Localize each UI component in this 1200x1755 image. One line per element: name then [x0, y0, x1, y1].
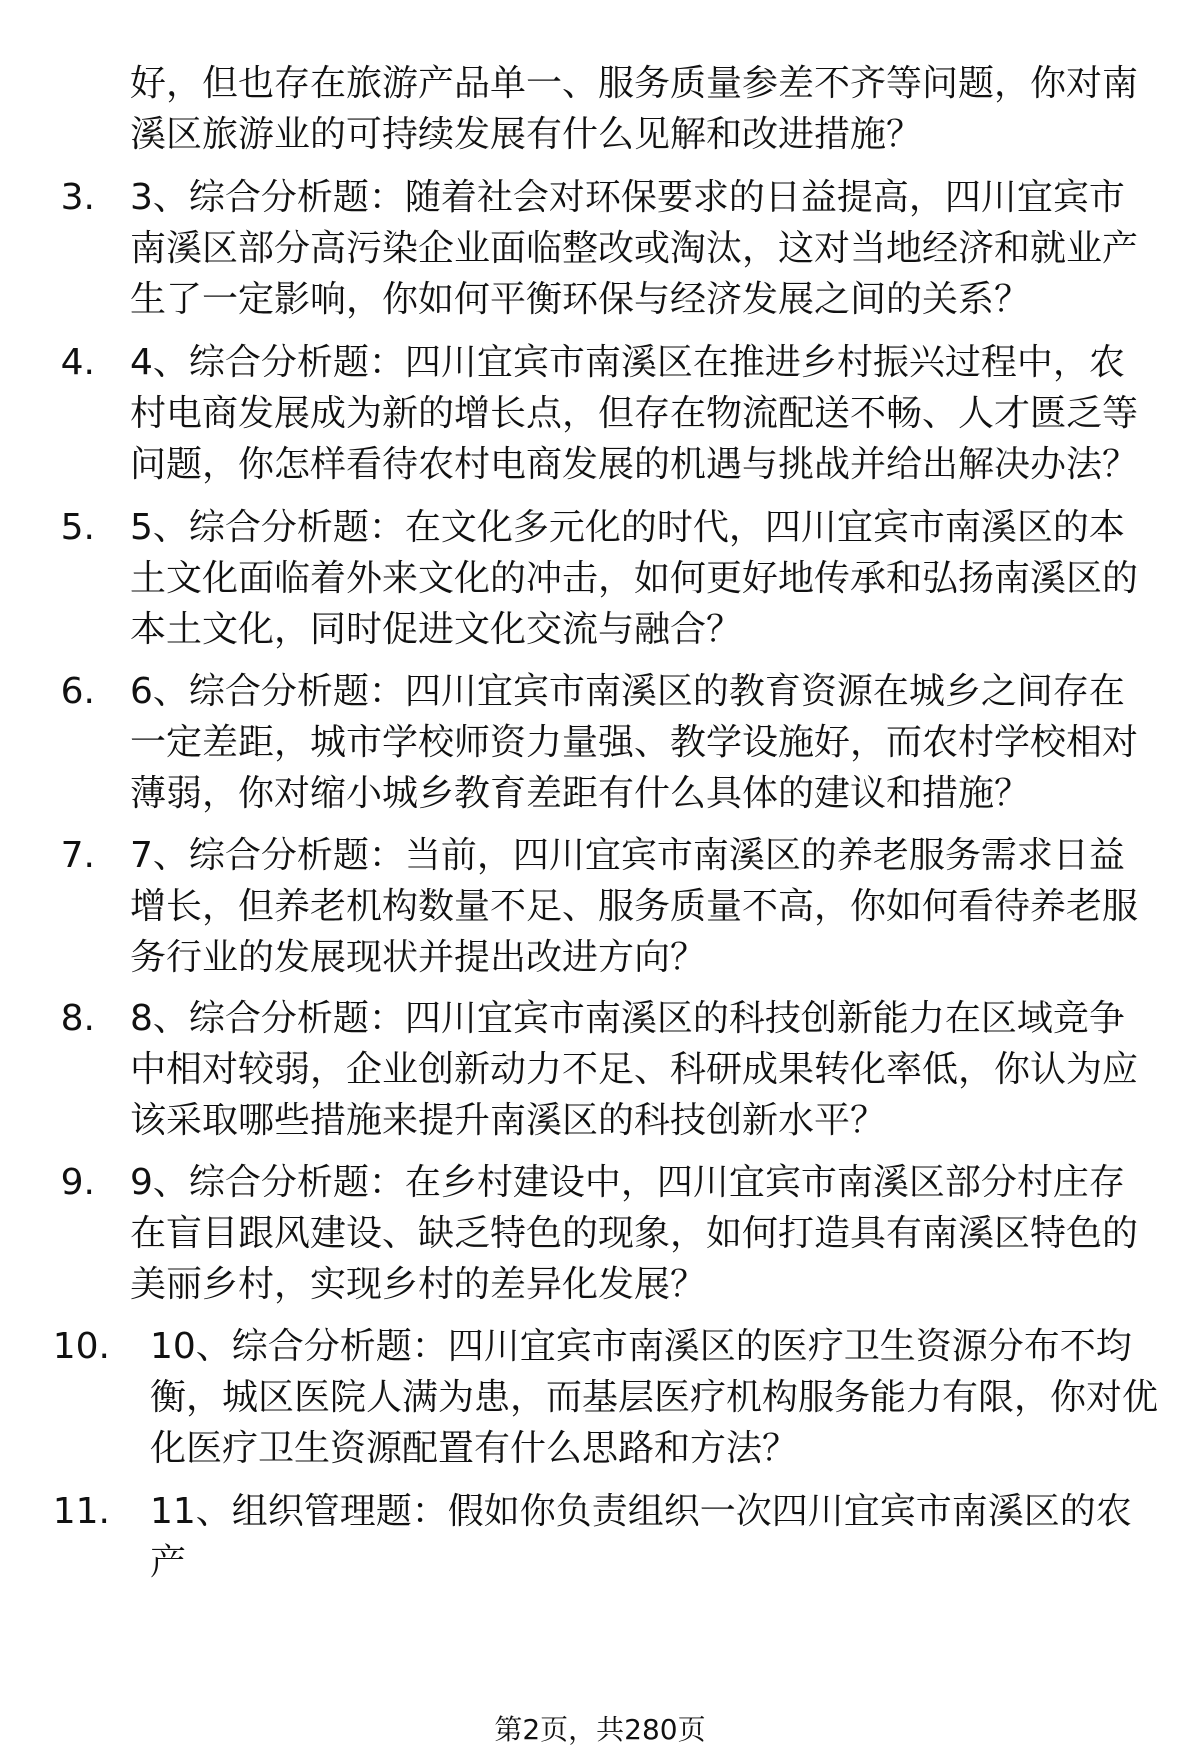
question-text: 4、综合分析题：四川宜宾市南溪区在推进乡村振兴过程中，农村电商发展成为新的增长点，但存在物流配送不畅、人才匮乏等问题，你怎样看待农村电商发展的机遇与挑战并给出解决办法？ — [130, 342, 1139, 485]
list-number: 3. — [60, 177, 95, 218]
question-text: 11、组织管理题：假如你负责组织一次四川宜宾市南溪区的农产 — [150, 1491, 1132, 1583]
page-footer: 第2页，共280页 — [494, 1713, 706, 1746]
list-number: 9. — [60, 1162, 95, 1203]
list-number: 6. — [60, 671, 95, 712]
list-number: 7. — [60, 835, 95, 876]
list-number: 10. — [52, 1326, 110, 1367]
question-text: 8、综合分析题：四川宜宾市南溪区的科技创新能力在区域竞争中相对较弱，企业创新动力不足、科研成果转化率低，你认为应该采取哪些措施来提升南溪区的科技创新水平？ — [130, 998, 1139, 1141]
continuation-paragraph: 好，但也存在旅游产品单一、服务质量参差不齐等问题，你对南溪区旅游业的可持续发展有什么见解和改进措施？ — [130, 63, 1139, 155]
question-text: 10、综合分析题：四川宜宾市南溪区的医疗卫生资源分布不均衡，城区医院人满为患，而基层医疗机构服务能力有限，你对优化医疗卫生资源配置有什么思路和方法？ — [150, 1326, 1159, 1469]
question-text: 5、综合分析题：在文化多元化的时代，四川宜宾市南溪区的本土文化面临着外来文化的冲击，如何更好地传承和弘扬南溪区的本土文化，同时促进文化交流与融合？ — [130, 507, 1139, 650]
question-text: 6、综合分析题：四川宜宾市南溪区的教育资源在城乡之间存在一定差距，城市学校师资力量强、教学设施好，而农村学校相对薄弱，你对缩小城乡教育差距有什么具体的建议和措施？ — [130, 671, 1139, 814]
list-number: 11. — [52, 1491, 110, 1532]
list-number: 4. — [60, 342, 95, 383]
question-text: 9、综合分析题：在乡村建设中，四川宜宾市南溪区部分村庄存在盲目跟风建设、缺乏特色的现象，如何打造具有南溪区特色的美丽乡村，实现乡村的差异化发展？ — [130, 1162, 1139, 1305]
question-text: 7、综合分析题：当前，四川宜宾市南溪区的养老服务需求日益增长，但养老机构数量不足、服务质量不高，你如何看待养老服务行业的发展现状并提出改进方向？ — [130, 835, 1139, 978]
question-text: 3、综合分析题：随着社会对环保要求的日益提高，四川宜宾市南溪区部分高污染企业面临整改或淘汰，这对当地经济和就业产生了一定影响，你如何平衡环保与经济发展之间的关系？ — [130, 177, 1139, 320]
list-number: 8. — [60, 998, 95, 1039]
list-number: 5. — [60, 507, 95, 548]
